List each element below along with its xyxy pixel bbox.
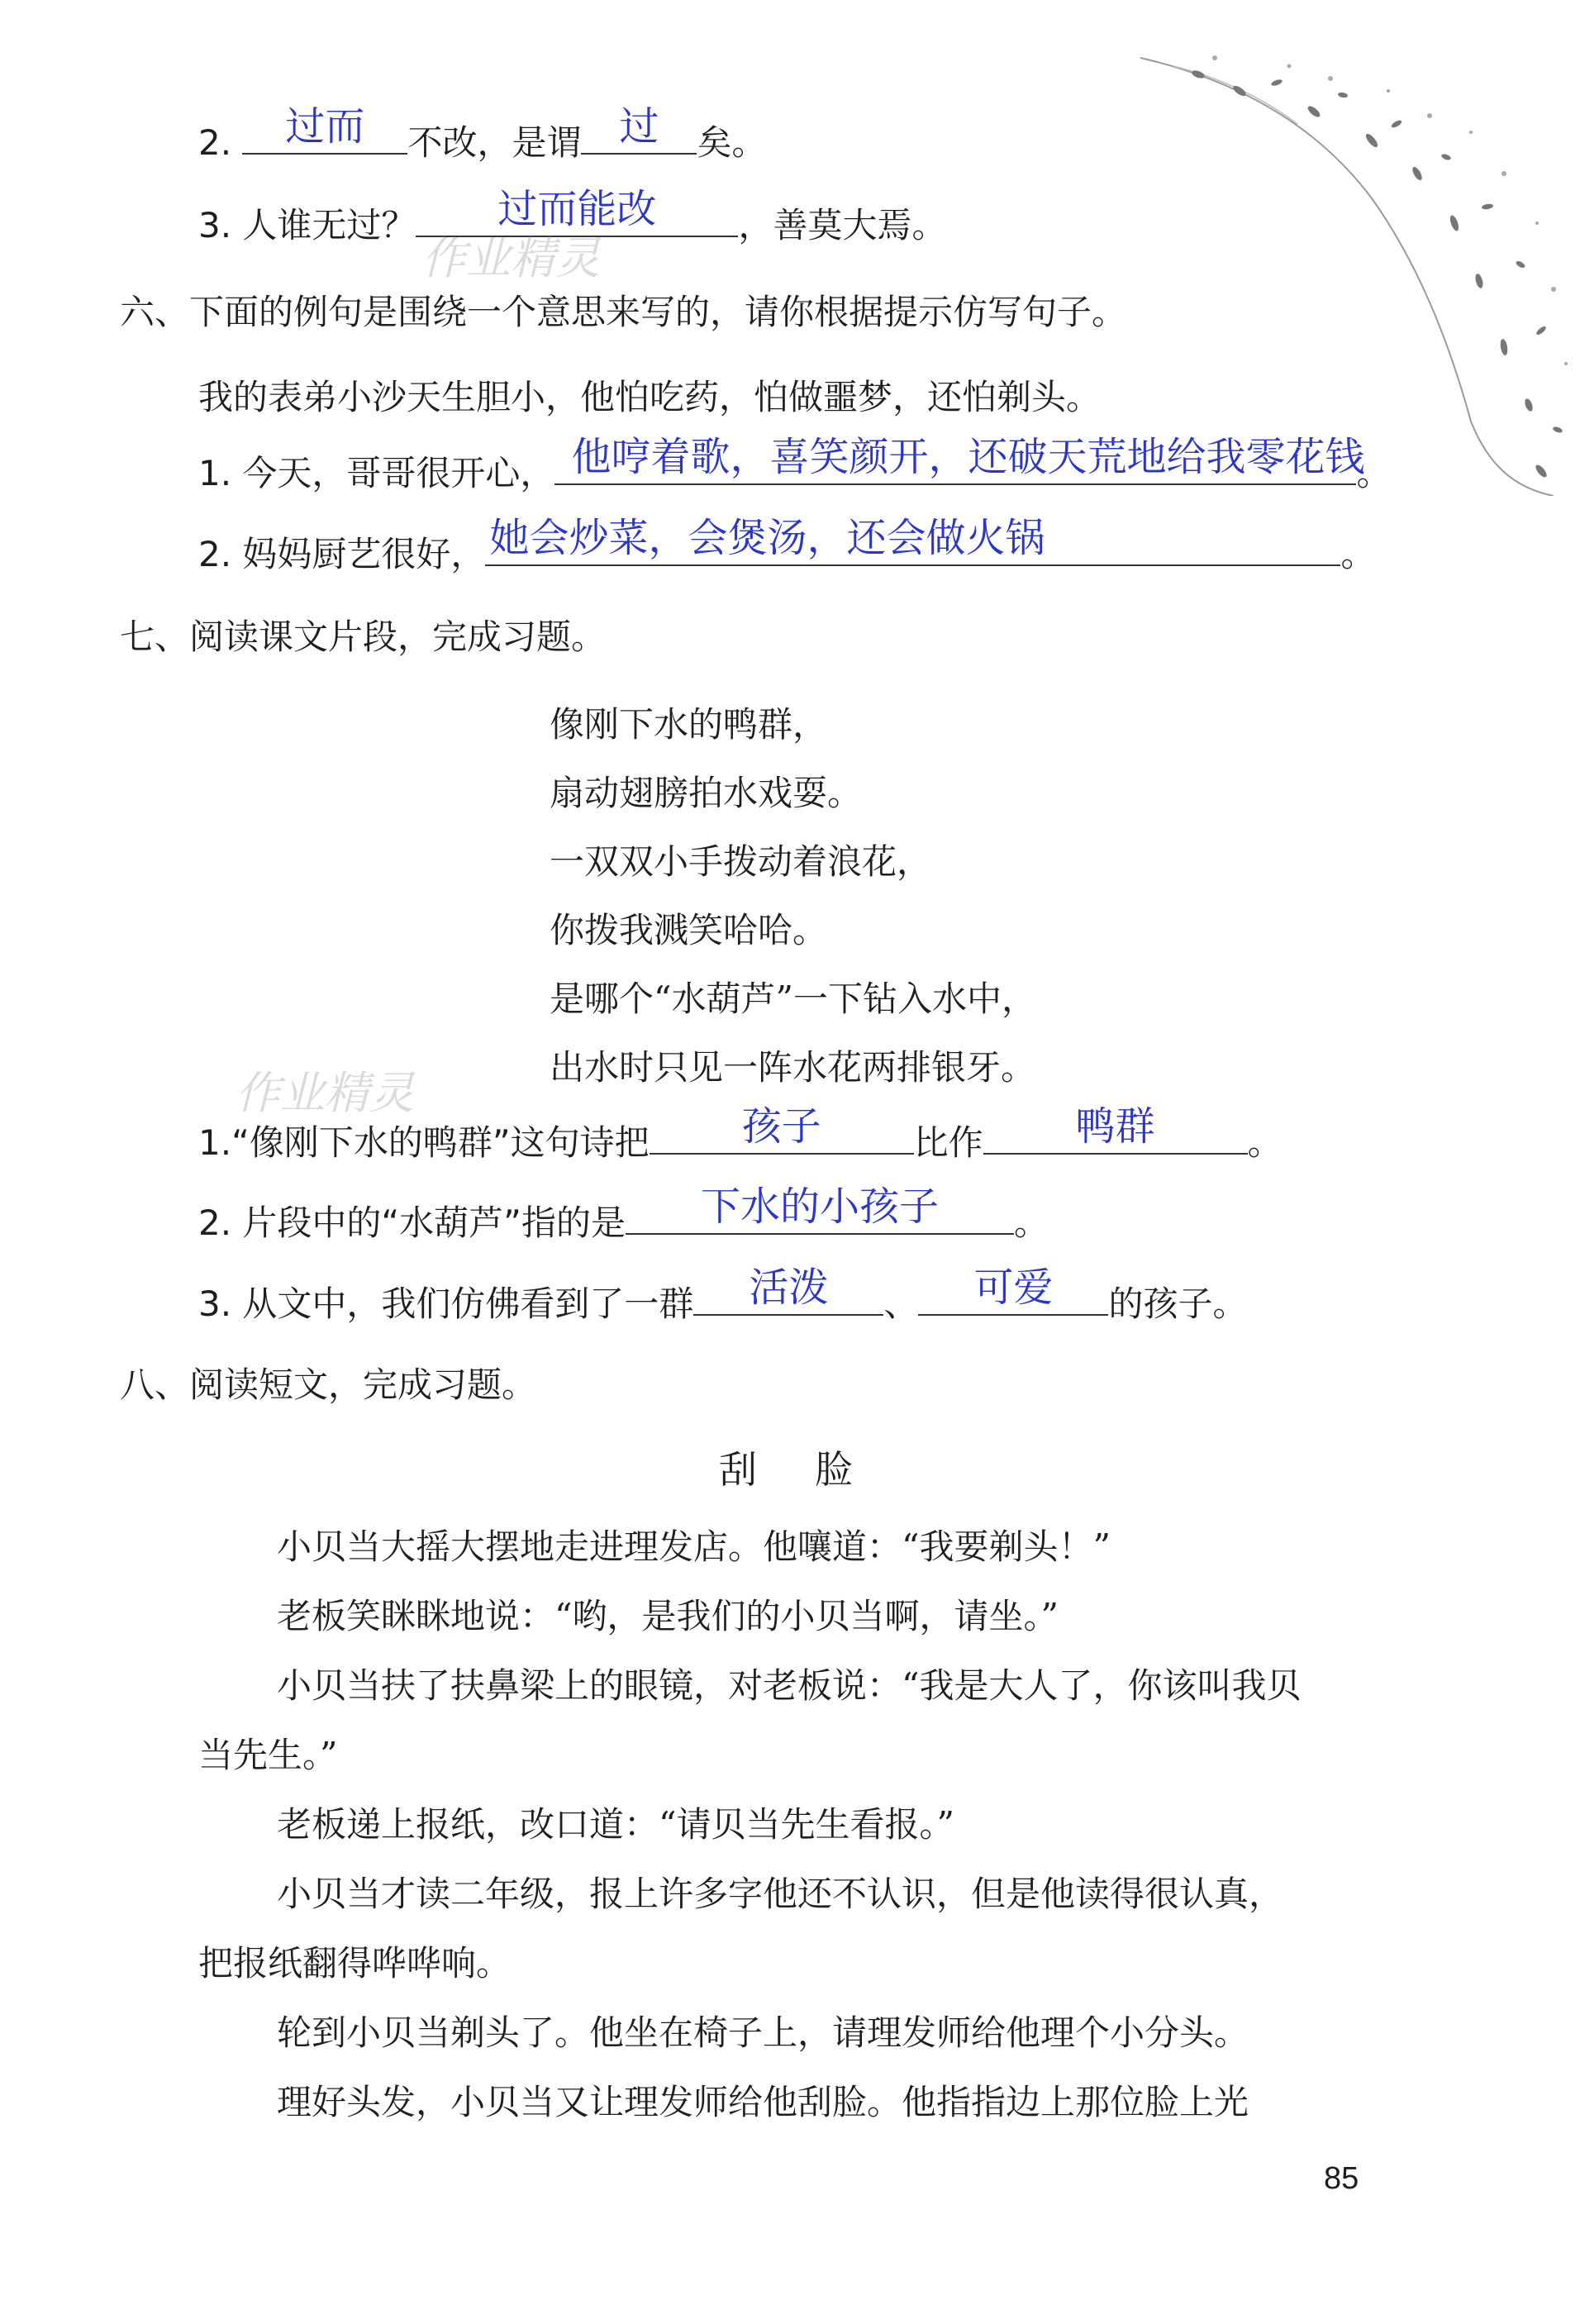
s7-q3-line [198, 1266, 1248, 1326]
story-line: 老板递上报纸，改口道：“请贝当先生看报。” [277, 1804, 954, 1845]
s7-q3-answer1: 活泼 [749, 1266, 829, 1310]
s6-q1-blank[interactable] [554, 436, 1365, 485]
s6-example: 我的表弟小沙天生胆小，他怕吃药，怕做噩梦，还怕剃头。 [198, 377, 1102, 417]
s7-q3-answer2: 可爱 [973, 1266, 1054, 1310]
story-line: 小贝当大摇大摆地走进理发店。他嚷道：“我要剃头！” [277, 1526, 1111, 1567]
s6-q2-blank[interactable] [485, 517, 1340, 566]
story-line: 把报纸翻得哗哗响。 [198, 1943, 512, 1983]
s7-q3-start: 3. 从文中，我们仿佛看到了一群 [198, 1283, 694, 1324]
s5-q2-end: 矣。 [697, 122, 767, 163]
s7-q3-sep: 、 [883, 1283, 919, 1324]
s5-q2-line [198, 105, 767, 165]
s7-q1-line [198, 1105, 1283, 1165]
s7-q1-answer2: 鸭群 [1075, 1105, 1155, 1149]
poem-line: 是哪个“水葫芦”一下钻入水中， [550, 979, 1036, 1019]
watermark: 作业精灵 [421, 232, 600, 284]
story-line: 轮到小贝当剃头了。他坐在椅子上，请理发师给他理个小分头。 [277, 2012, 1249, 2053]
watermark-2: 作业精灵 [236, 1067, 414, 1119]
s7-q2-start: 2. 片段中的“水葫芦”指的是 [198, 1202, 626, 1243]
s5-q2-num: 2. [198, 122, 232, 163]
s7-q2-blank[interactable] [626, 1185, 1014, 1235]
s7-q2-end: 。 [1013, 1202, 1049, 1243]
story-line: 小贝当扶了扶鼻梁上的眼镜，对老板说：“我是大人了，你该叫我贝 [277, 1665, 1302, 1706]
story-line: 小贝当才读二年级，报上许多字他还不认识，但是他读得很认真， [277, 1874, 1284, 1914]
story-line: 当先生。” [198, 1735, 338, 1775]
s6-q2-prompt: 2. 妈妈厨艺很好， [198, 534, 486, 574]
s5-q3-end: ，善莫大焉。 [738, 205, 947, 245]
s5-q3-start: 3. 人谁无过？ [198, 205, 416, 245]
s6-q1-answer: 他哼着歌，喜笑颜开，还破天荒地给我零花钱 [571, 436, 1365, 479]
s6-q2-line [198, 517, 1376, 577]
s5-q2-answer2: 过 [619, 105, 659, 149]
s6-q1-prompt: 1. 今天，哥哥很开心， [198, 453, 555, 493]
s5-q2-blank1[interactable] [242, 105, 407, 155]
s5-q2-mid: 不改，是谓 [407, 122, 582, 163]
s7-poem [550, 690, 1036, 1102]
s7-q1-blank1[interactable] [650, 1105, 914, 1155]
story-line: 老板笑眯眯地说：“哟，是我们的小贝当啊，请坐。” [277, 1596, 1059, 1636]
s7-q2-line [198, 1185, 1049, 1245]
s7-q1-end: 。 [1247, 1122, 1283, 1163]
s8-heading: 八、阅读短文，完成习题。 [120, 1364, 537, 1405]
s6-heading: 六、下面的例句是围绕一个意思来写的，请你根据提示仿写句子。 [120, 292, 1127, 332]
s7-q3-blank2[interactable] [918, 1266, 1108, 1316]
s7-q1-mid: 比作 [913, 1122, 983, 1163]
s6-q2-answer: 她会炒菜，会煲汤，还会做火锅 [489, 517, 1045, 560]
s5-q3-answer: 过而能改 [497, 188, 657, 231]
s7-q3-blank1[interactable] [693, 1266, 883, 1316]
s7-q1-blank2[interactable] [983, 1105, 1248, 1155]
s6-q2-end: 。 [1340, 534, 1376, 574]
poem-line: 一双双小手拨动着浪花， [550, 841, 932, 882]
s6-q1-end: 。 [1356, 453, 1392, 493]
poem-line: 像刚下水的鸭群， [550, 704, 828, 745]
s7-heading: 七、阅读课文片段，完成习题。 [120, 617, 607, 657]
s5-q2-answer1: 过而 [285, 105, 365, 149]
story-title: 刮脸 [719, 1447, 911, 1492]
story-text [198, 1512, 1301, 2137]
page-number: 85 [1324, 2161, 1359, 2196]
s7-q1-answer1: 孩子 [741, 1105, 821, 1149]
poem-line: 你拨我溅笑哈哈。 [550, 910, 828, 950]
poem-line: 扇动翅膀拍水戏耍。 [550, 773, 863, 813]
s7-q1-start: 1.“像刚下水的鸭群”这句诗把 [198, 1122, 650, 1163]
s6-q1-line [198, 436, 1392, 496]
story-line: 理好头发，小贝当又让理发师给他刮脸。他指指边上那位脸上光 [277, 2082, 1249, 2122]
poem-line: 出水时只见一阵水花两排银牙。 [550, 1047, 1036, 1088]
s7-q2-answer: 下水的小孩子 [700, 1185, 939, 1229]
s5-q2-blank2[interactable] [581, 105, 697, 155]
s7-q3-end: 的孩子。 [1108, 1283, 1248, 1324]
